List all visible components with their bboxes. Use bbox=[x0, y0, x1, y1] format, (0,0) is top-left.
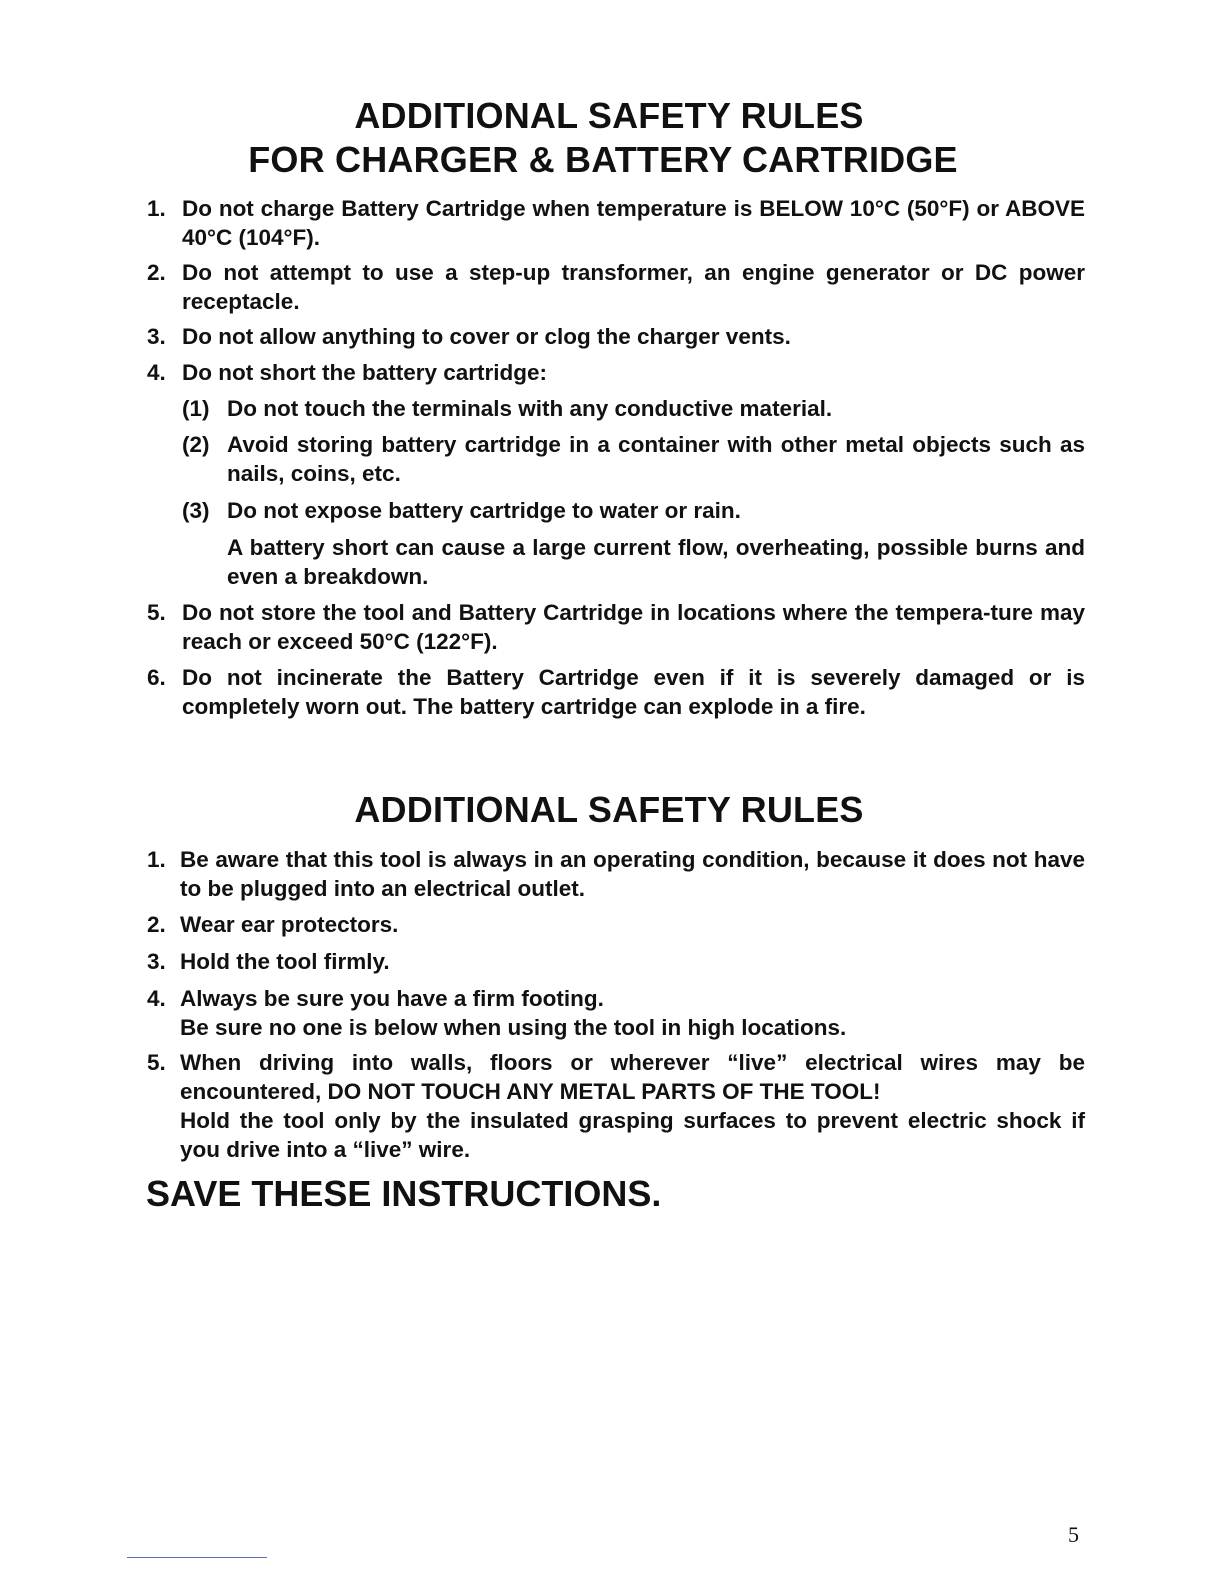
sub-rule-item bbox=[182, 430, 1085, 488]
rule-item bbox=[147, 947, 1085, 976]
footer-rule bbox=[127, 1557, 267, 1558]
rule-text: Do not attempt to use a step-up transformer, an engine generator or DC power receptacle. bbox=[182, 260, 1085, 314]
rule-item bbox=[147, 984, 1085, 1013]
rule-number: 2. bbox=[147, 912, 166, 937]
rule-number: 4. bbox=[147, 986, 166, 1011]
section1-title-line2: FOR CHARGER & BATTERY CARTRIDGE bbox=[248, 139, 958, 180]
rule-item bbox=[147, 358, 1085, 387]
rule-number: 4. bbox=[147, 360, 166, 385]
sub-rule-number: (2) bbox=[182, 432, 210, 457]
rule-item bbox=[147, 258, 1085, 316]
sub-rule-number: (1) bbox=[182, 396, 210, 421]
rule-item bbox=[147, 663, 1085, 721]
rule-item bbox=[147, 1048, 1085, 1106]
sub-rule-number: (3) bbox=[182, 498, 210, 523]
rule-number: 3. bbox=[147, 949, 166, 974]
page-number: 5 bbox=[1068, 1522, 1079, 1547]
rule-number: 6. bbox=[147, 665, 166, 690]
rule-number: 2. bbox=[147, 260, 166, 285]
rule-text: Always be sure you have a firm footing. bbox=[180, 986, 604, 1011]
save-instructions-heading: SAVE THESE INSTRUCTIONS. bbox=[146, 1173, 662, 1214]
rule-text: Do not incinerate the Battery Cartridge even if it is severely damaged or is completely worn out. The battery cartridge can explode in a fire. bbox=[182, 665, 1085, 719]
sub-rule-text: Do not touch the terminals with any conductive material. bbox=[227, 396, 833, 421]
rule-item bbox=[147, 598, 1085, 656]
rule-note-text: Be sure no one is below when using the tool in high locations. bbox=[180, 1015, 847, 1040]
rule-note-text: A battery short can cause a large current flow, overheating, possible burns and even a breakdown. bbox=[227, 535, 1085, 589]
rule-number: 1. bbox=[147, 847, 166, 872]
rule-note-text: Hold the tool only by the insulated grasping surfaces to prevent electric shock if you drive into a “live” wire. bbox=[180, 1108, 1085, 1162]
rule-item bbox=[147, 322, 1085, 351]
section1-title-line1: ADDITIONAL SAFETY RULES bbox=[354, 95, 864, 136]
sub-rule-item bbox=[182, 496, 1085, 525]
rule-text: Do not allow anything to cover or clog the charger vents. bbox=[182, 324, 791, 349]
rule-item bbox=[147, 194, 1085, 252]
sub-rule-text: Do not expose battery cartridge to water or rain. bbox=[227, 498, 741, 523]
rule-note bbox=[180, 1106, 1085, 1164]
section2-title: ADDITIONAL SAFETY RULES bbox=[354, 789, 864, 830]
rule-text: Wear ear protectors. bbox=[180, 912, 399, 937]
rule-note bbox=[227, 533, 1085, 591]
sub-rule-item bbox=[182, 394, 1085, 423]
rule-text: When driving into walls, floors or wherever “live” electrical wires may be encountered, DO NOT TOUCH ANY METAL PARTS OF THE TOOL! bbox=[180, 1050, 1085, 1104]
rule-text: Hold the tool firmly. bbox=[180, 949, 390, 974]
rule-text: Be aware that this tool is always in an operating condition, because it does not have to be plugged into an electrical outlet. bbox=[180, 847, 1085, 901]
rule-number: 3. bbox=[147, 324, 166, 349]
rule-item bbox=[147, 845, 1085, 903]
rule-number: 5. bbox=[147, 600, 166, 625]
rule-text: Do not charge Battery Cartridge when temperature is BELOW 10°C (50°F) or ABOVE 40°C (104°F). bbox=[182, 196, 1085, 250]
rule-note bbox=[180, 1013, 1085, 1042]
rule-text: Do not short the battery cartridge: bbox=[182, 360, 548, 385]
rule-item bbox=[147, 910, 1085, 939]
rule-text: Do not store the tool and Battery Cartridge in locations where the tempera-ture may reach or exceed 50°C (122°F). bbox=[182, 600, 1085, 654]
rule-number: 1. bbox=[147, 196, 166, 221]
rule-number: 5. bbox=[147, 1050, 166, 1075]
sub-rule-text: Avoid storing battery cartridge in a container with other metal objects such as nails, coins, etc. bbox=[227, 432, 1085, 486]
